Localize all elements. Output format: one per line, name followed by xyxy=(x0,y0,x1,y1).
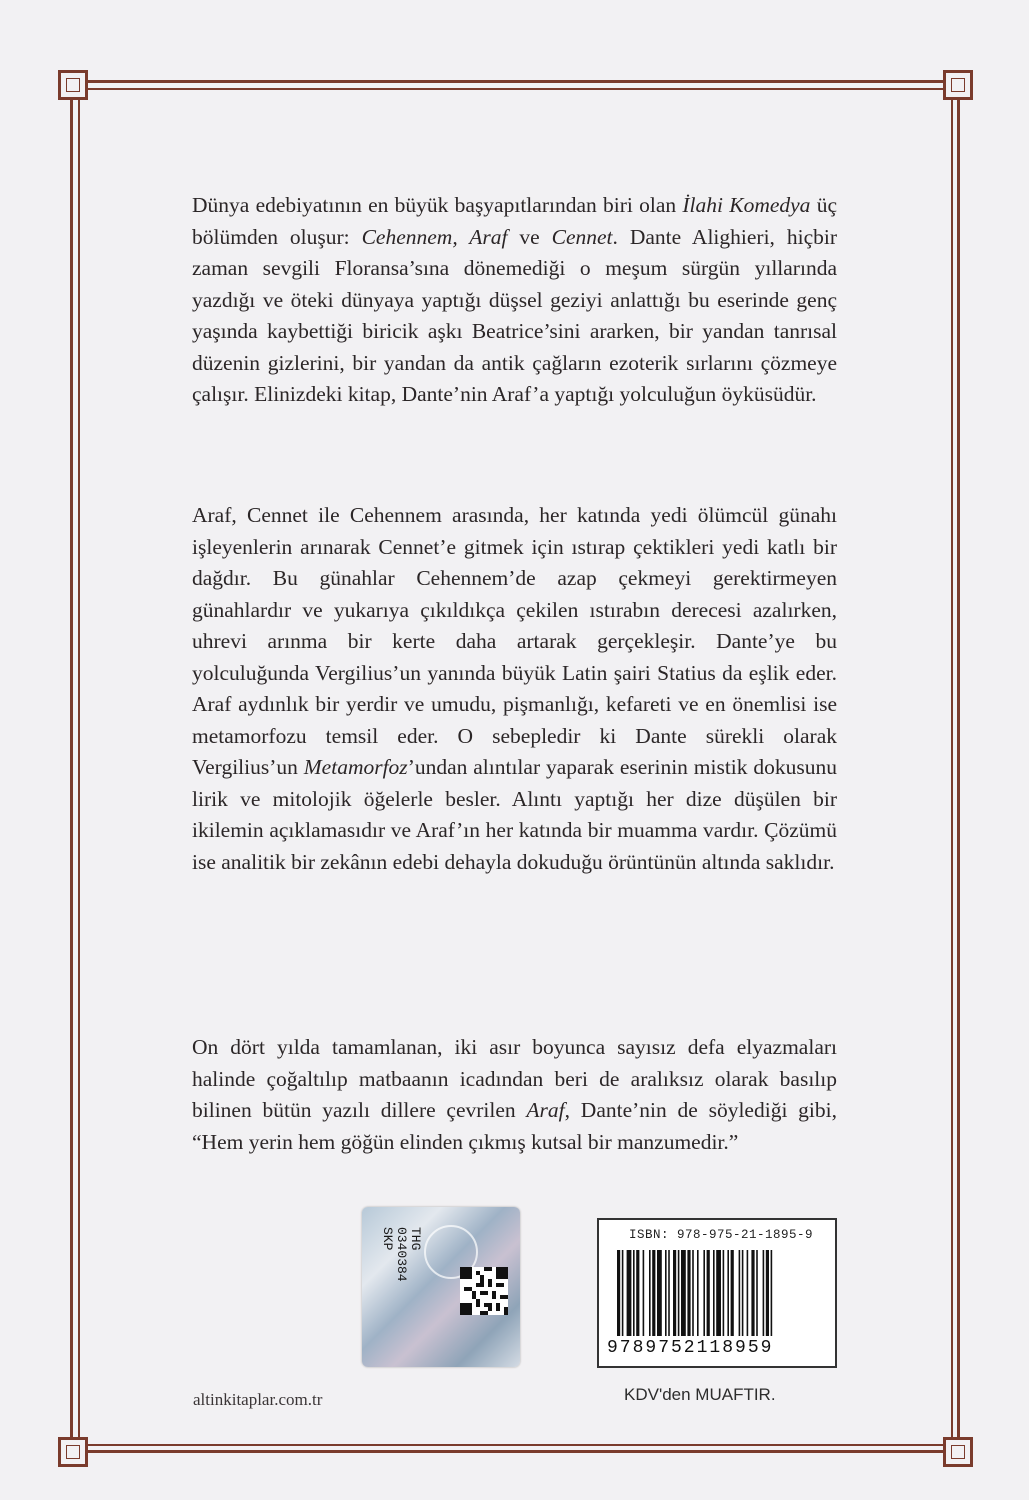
paragraph-intro xyxy=(192,190,837,411)
frame-right-line-inner xyxy=(951,84,953,1454)
publisher-website[interactable]: altinkitaplar.com.tr xyxy=(193,1390,323,1409)
frame-top-line-inner xyxy=(70,88,960,90)
barcode-icon xyxy=(617,1250,821,1336)
frame-corner-top-right xyxy=(943,70,973,100)
barcode-number: 9789752118959 xyxy=(607,1338,774,1358)
title-araf: Araf xyxy=(526,1098,565,1122)
title-ilahi-komedya: İlahi Komedya xyxy=(682,193,811,217)
paragraph-araf-text-2: ’undan alıntılar yaparak eserinin mistik dokusunu lirik ve mitolojik öğelerle besler. Alıntı yaptığı her dize düşülen bir ikilemin açıklamasıdır ve Araf’ın her katında bir muamma vardır. Çözümü ise analitik bir zekânın edebi dehayla dokuduğu örüntünün altında saklıdır. xyxy=(192,755,837,874)
frame-left-line xyxy=(70,84,73,1454)
paragraph-closing-text-1: On dört yılda tamamlanan, iki asır boyunca sayısız defa elyazmaları halinde çoğaltılıp matbaanın icadından beri de aralıksız olarak basılıp bilinen bütün yazılı dillere çevrilen xyxy=(192,1035,837,1122)
frame-left-line-inner xyxy=(78,84,80,1454)
qr-code-icon xyxy=(460,1267,508,1315)
paragraph-intro-text-2: üç bölümden oluşur: xyxy=(192,193,837,249)
paragraph-closing xyxy=(192,1032,837,1158)
frame-corner-bottom-right xyxy=(943,1437,973,1467)
hologram-sticker xyxy=(362,1207,520,1367)
paragraph-intro-text-3: ve xyxy=(507,224,552,249)
tax-exempt-note: KDV'den MUAFTIR. xyxy=(624,1385,776,1404)
frame-top-line xyxy=(70,80,960,83)
barcode-box xyxy=(597,1218,837,1368)
title-cehennem-araf: Cehennem, Araf xyxy=(361,224,508,249)
paragraph-closing-text-2: , Dante’nin de söylediği gibi, “Hem yerin hem göğün elinden çıkmış kutsal bir manzumedir.” xyxy=(192,1098,837,1154)
sticker-code: THG 0340384 SKP xyxy=(380,1227,423,1282)
frame-right-line xyxy=(957,84,960,1454)
title-metamorfoz: Metamorfoz xyxy=(303,755,408,779)
paragraph-intro-text-4: . Dante Alighieri, hiçbir zaman sevgili Floransa’sına dönemediği o meşum sürgün yıllarında yazdığı ve öteki dünyaya yaptığı düşsel geziyi anlattığı bu eserinde genç yaşında kaybettiği biricik aşkı Beatrice’sini ararken, bir yandan tanrısal düzenin gizlerini, bir yandan da antik çağların ezoterik sırlarını çözmeye çalışır. Elinizdeki kitap, Dante’nin Araf’a yaptığı yolculuğun öyküsüdür. xyxy=(192,224,837,406)
paragraph-araf xyxy=(192,500,837,878)
frame-corner-bottom-left xyxy=(58,1437,88,1467)
isbn-label: ISBN: 978-975-21-1895-9 xyxy=(629,1228,814,1242)
frame-bottom-line-inner xyxy=(70,1444,960,1446)
title-cennet: Cennet xyxy=(551,224,613,249)
frame-corner-top-left xyxy=(58,70,88,100)
paragraph-intro-text-1: Dünya edebiyatının en büyük başyapıtlarından biri olan xyxy=(192,193,683,217)
frame-bottom-line xyxy=(70,1450,960,1453)
paragraph-araf-text-1: Araf, Cennet ile Cehennem arasında, her katında yedi ölümcül günahı işleyenlerin arınarak Cennet’e gitmek için ıstırap çektikleri yedi katlı bir dağdır. Bu günahlar Cehennem’de azap çekmeyi gerektirmeyen günahlardır ve yukarıya çıkıldıkça çekilen ıstırabın derecesi azalırken, uhrevi arınma bir kerte daha artarak gerçekleşir. Dante’ye bu yolculuğunda Vergilius’un yanında büyük Latin şairi Statius da eşlik eder. Araf aydınlık bir yerdir ve umudu, pişmanlığı, kefareti ve en önemlisi ise metamorfozu temsil eder. O sebepledir ki Dante sürekli olarak Vergilius’un xyxy=(192,503,837,779)
